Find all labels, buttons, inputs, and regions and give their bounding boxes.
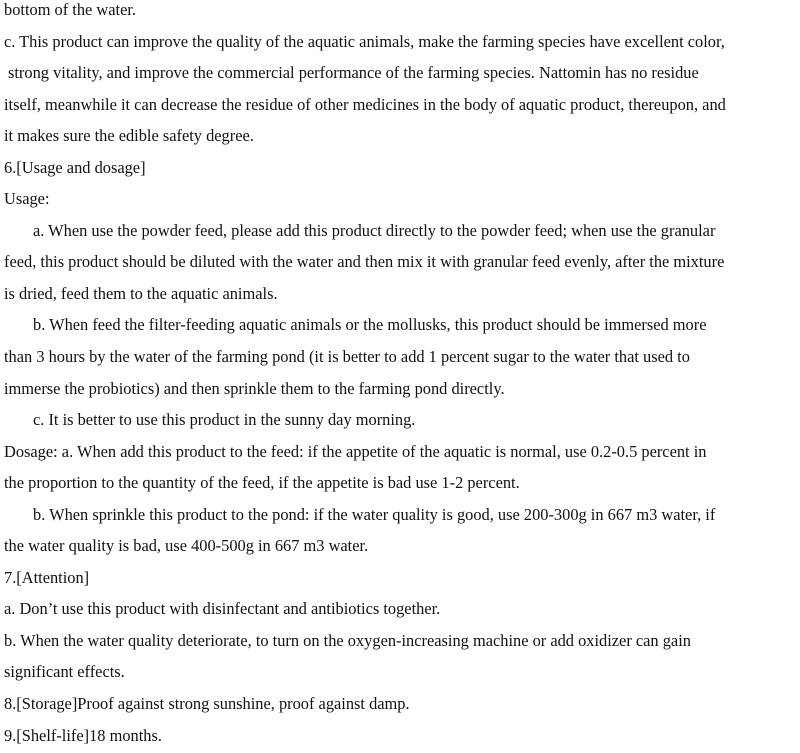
text-line: the proportion to the quantity of the feed, if the appetite is bad use 1-2 percent. (4, 473, 520, 493)
section-heading-shelf-life: 9.[Shelf-life]18 months. (4, 725, 162, 745)
section-heading-usage-dosage: 6.[Usage and dosage] (4, 157, 146, 177)
text-line: significant effects. (4, 662, 125, 682)
text-line: c. This product can improve the quality of the aquatic animals, make the farming species have excellent color, (4, 31, 725, 51)
subheading-usage: Usage: (4, 189, 50, 209)
text-line: feed, this product should be diluted with the water and then mix it with granular feed evenly, after the mixture (4, 252, 725, 272)
text-line: bottom of the water. (4, 0, 137, 19)
text-line: c. It is better to use this product in the sunny day morning. (33, 410, 416, 430)
section-heading-storage: 8.[Storage]Proof against strong sunshine, proof against damp. (4, 694, 410, 714)
text-line: itself, meanwhile it can decrease the residue of other medicines in the body of aquatic product, thereupon, and (4, 94, 726, 114)
text-line: immerse the probiotics) and then sprinkle them to the farming pond directly. (4, 378, 505, 398)
text-line: it makes sure the edible safety degree. (4, 126, 254, 146)
text-line: a. Don’t use this product with disinfectant and antibiotics together. (4, 599, 441, 619)
text-line: is dried, feed them to the aquatic animals. (4, 283, 278, 303)
text-line: a. When use the powder feed, please add this product directly to the powder feed; when use the granular (33, 220, 716, 240)
text-line: strong vitality, and improve the commercial performance of the farming species. Nattomin has no residue (8, 63, 699, 83)
text-line: b. When feed the filter-feeding aquatic animals or the mollusks, this product should be immersed more (33, 315, 707, 335)
text-line: the water quality is bad, use 400-500g in 667 m3 water. (4, 536, 369, 556)
text-line: b. When the water quality deteriorate, to turn on the oxygen-increasing machine or add oxidizer can gain (4, 630, 691, 650)
text-line: than 3 hours by the water of the farming pond (it is better to add 1 percent sugar to the water that used to (4, 347, 690, 367)
text-line: Dosage: a. When add this product to the feed: if the appetite of the aquatic is normal, use 0.2-0.5 percent in (4, 441, 707, 461)
section-heading-attention: 7.[Attention] (4, 567, 90, 587)
text-line: b. When sprinkle this product to the pond: if the water quality is good, use 200-300g in 667 m3 water, if (33, 504, 716, 524)
